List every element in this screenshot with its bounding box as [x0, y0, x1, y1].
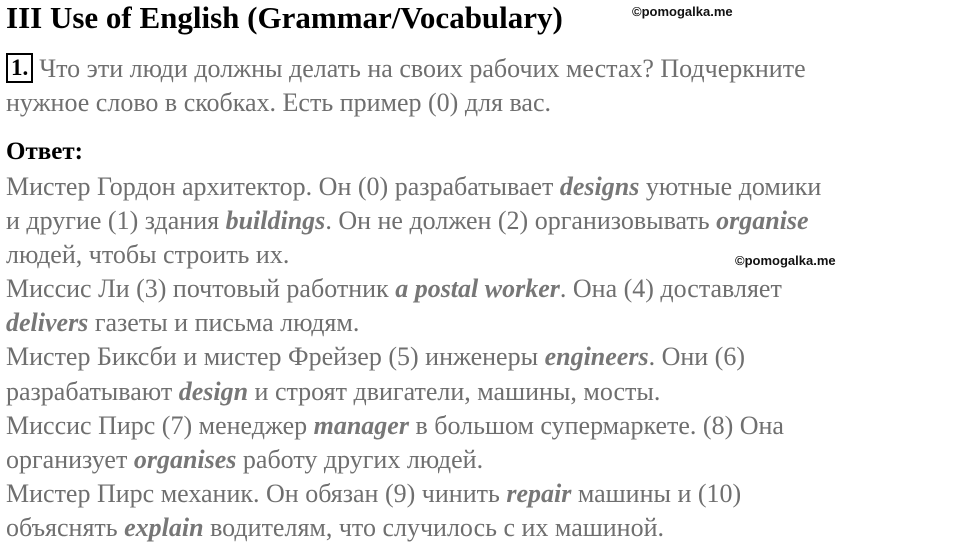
answer-text-segment: и строят двигатели, машины, мосты.: [248, 376, 661, 406]
keyword: manager: [313, 410, 409, 440]
answer-line-5: [6, 306, 956, 340]
answer-line-6: [6, 340, 956, 374]
watermark-middle: ©pomogalka.me: [735, 253, 836, 268]
answer-text-segment: людей, чтобы строить их.: [6, 240, 290, 270]
answer-text-segment: газеты и письма людям.: [88, 308, 360, 338]
answer-line-9: [6, 443, 956, 477]
answer-text-segment: объяснять: [6, 512, 125, 542]
answer-text-segment: работу других людей.: [236, 444, 484, 474]
answer-text-segment: разрабатывают: [6, 376, 179, 406]
answer-line-4: [6, 272, 956, 306]
answer-text-segment: Мистер Биксби и мистер Фрейзер (5) инженеры: [6, 342, 545, 372]
answer-text-segment: организует: [6, 444, 134, 474]
keyword: organises: [133, 444, 237, 474]
task-text-line-1: Что эти люди должны делать на своих рабочих местах? Подчеркните: [39, 54, 806, 83]
answer-text-segment: водителям, что случилось с их машиной.: [203, 512, 665, 542]
answer-text-segment: . Он не должен (2) организовывать: [325, 206, 717, 236]
answer-text-segment: машины и (10): [571, 478, 742, 508]
keyword: explain: [124, 512, 204, 542]
answer-line-10: [6, 477, 956, 511]
answer-line-1: [6, 170, 956, 204]
section-heading: III Use of English (Grammar/Vocabulary): [6, 0, 563, 35]
answer-line-2: [6, 204, 956, 238]
answer-text: [6, 170, 956, 545]
task-text-line-2: нужное слово в скобках. Есть пример (0) для вас.: [6, 88, 552, 117]
answer-text-segment: Миссис Ли (3) почтовый работник: [6, 274, 396, 304]
answer-text-segment: Мистер Пирс механик. Он обязан (9) чинить: [6, 478, 507, 508]
answer-text-segment: и другие (1) здания: [6, 206, 226, 236]
watermark-top: ©pomogalka.me: [632, 4, 733, 19]
answer-line-11: [6, 511, 956, 545]
answer-line-8: [6, 409, 956, 443]
answer-label: Ответ:: [6, 138, 83, 165]
answer-text-segment: в большом супермаркете. (8) Она: [408, 410, 784, 440]
answer-text-segment: уютные домики: [639, 172, 822, 201]
keyword: designs: [559, 172, 640, 201]
answer-text-segment: . Она (4) доставляет: [559, 274, 782, 304]
answer-line-7: [6, 375, 956, 409]
keyword: design: [178, 376, 249, 406]
task-number-box: 1.: [6, 53, 33, 83]
keyword: organise: [716, 206, 809, 236]
task-instruction: [6, 52, 956, 120]
answer-text-segment: Мистер Гордон архитектор. Он (0) разрабатывает: [6, 172, 560, 201]
keyword: a postal worker: [395, 274, 560, 304]
keyword: delivers: [6, 308, 89, 338]
answer-text-segment: . Они (6): [648, 342, 745, 372]
answer-text-segment: Миссис Пирс (7) менеджер: [6, 410, 314, 440]
keyword: repair: [506, 478, 572, 508]
keyword: buildings: [225, 206, 326, 236]
keyword: engineers: [544, 342, 649, 372]
